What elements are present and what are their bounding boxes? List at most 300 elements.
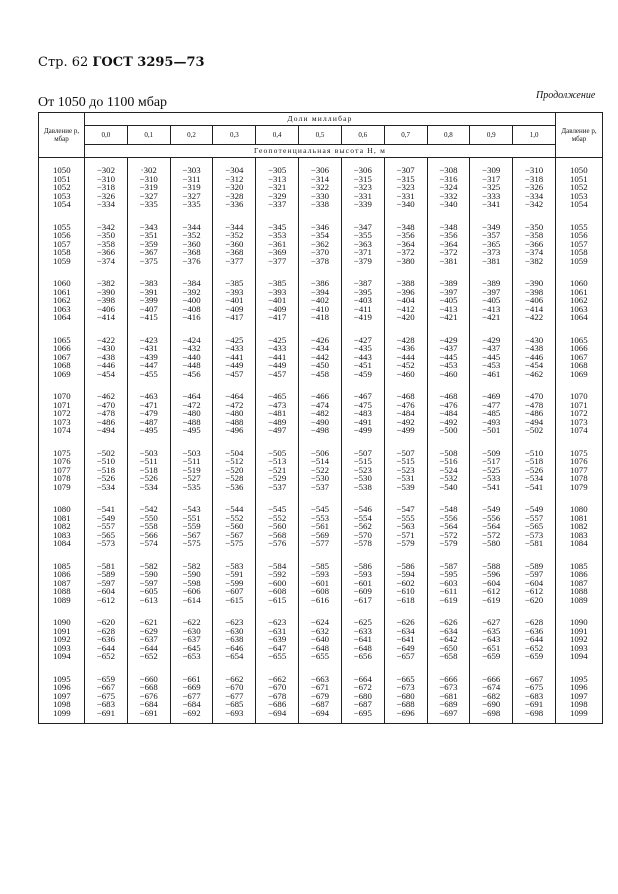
height-cell [85, 384, 128, 441]
height-value: −626 [396, 617, 415, 627]
height-value: −579 [396, 538, 415, 548]
height-value: −659 [524, 651, 544, 661]
height-cell [513, 497, 556, 554]
pressure-value: 1052 [570, 182, 588, 192]
height-value: −315 [396, 173, 415, 184]
height-value: −438 [524, 343, 544, 353]
height-cell [213, 610, 256, 667]
height-value: −317 [482, 173, 501, 184]
height-cell [170, 158, 213, 215]
height-value: −604 [96, 586, 115, 596]
height-value: −485 [482, 408, 501, 418]
height-value: −383 [139, 278, 158, 288]
height-value: −457 [225, 368, 244, 379]
height-value: −405 [482, 295, 501, 305]
height-cell [427, 667, 470, 724]
height-cell [256, 667, 299, 724]
height-value: −360 [182, 238, 201, 249]
height-cell [513, 271, 556, 328]
height-cell [127, 610, 170, 667]
column-header-row [39, 126, 603, 145]
height-value: −648 [310, 642, 330, 653]
height-value: −686 [268, 699, 287, 709]
height-value: −510 [96, 456, 115, 466]
height-value: −468 [439, 391, 458, 401]
height-cell [256, 497, 299, 554]
height-value: −348 [396, 221, 415, 232]
height-value: −520 [225, 464, 244, 475]
pressure-value: 1097 [53, 690, 71, 701]
height-cell [256, 384, 299, 441]
height-value: −382 [524, 255, 544, 266]
height-value: −644 [524, 634, 544, 644]
height-cell [127, 328, 170, 385]
pressure-value: 1085 [53, 560, 71, 571]
pressure-value: 1097 [570, 690, 588, 701]
height-value: −449 [268, 360, 287, 370]
pressure-cell-left [39, 215, 85, 272]
height-value: −330 [310, 190, 330, 201]
height-value: −636 [524, 625, 544, 636]
height-value: −630 [225, 625, 244, 636]
height-value: −543 [182, 504, 201, 514]
height-value: −698 [482, 707, 501, 718]
height-cell [513, 610, 556, 667]
height-value: −356 [396, 230, 415, 240]
height-cell [85, 554, 128, 611]
height-value: −679 [310, 690, 330, 701]
height-value: −691 [524, 699, 544, 709]
height-cell [213, 384, 256, 441]
height-value: −429 [482, 334, 501, 345]
height-value: −374 [524, 247, 544, 257]
pressure-value: 1054 [53, 199, 71, 209]
height-value: −393 [268, 286, 287, 297]
pressure-cell-right [556, 215, 603, 272]
height-value: −695 [353, 707, 372, 718]
height-cell [127, 271, 170, 328]
pressure-value: 1058 [53, 247, 71, 257]
height-value: −666 [439, 673, 458, 684]
height-value: −370 [310, 247, 330, 257]
height-value: −683 [96, 699, 115, 709]
height-value: −449 [225, 360, 244, 370]
height-value: −486 [96, 416, 115, 427]
pressure-value: 1069 [570, 368, 588, 379]
height-value: −518 [139, 464, 158, 475]
height-value: −472 [225, 399, 244, 410]
height-value: −552 [268, 512, 287, 523]
pressure-value: 1068 [53, 360, 71, 370]
height-value: −482 [310, 408, 330, 418]
height-value: −448 [182, 360, 201, 370]
height-value: −335 [182, 199, 201, 209]
height-value: −401 [268, 295, 287, 305]
table-row [39, 667, 603, 724]
height-cell [384, 610, 427, 667]
height-value: −351 [139, 230, 158, 240]
height-cell [127, 384, 170, 441]
height-value: −534 [139, 481, 158, 492]
height-value: −667 [524, 673, 544, 684]
height-value: −488 [225, 416, 244, 427]
height-cell [256, 158, 299, 215]
height-cell [470, 271, 513, 328]
height-value: −672 [353, 682, 372, 692]
height-value: −436 [396, 343, 415, 353]
height-value: −616 [310, 594, 330, 605]
height-value: −380 [396, 255, 415, 266]
height-value: −335 [139, 199, 158, 209]
pressure-value: 1089 [53, 594, 71, 605]
height-value: −549 [482, 504, 501, 514]
pressure-value: 1091 [570, 625, 588, 636]
height-value: −309 [482, 165, 501, 175]
height-value: −326 [524, 182, 544, 192]
pressure-cell-right [556, 384, 603, 441]
height-value: −652 [524, 642, 544, 653]
height-value: −340 [439, 199, 458, 209]
pressure-value: 1052 [53, 182, 71, 192]
height-value: −617 [353, 594, 372, 605]
pressure-value: 1072 [570, 408, 588, 418]
pressure-value: 1050 [570, 165, 588, 175]
height-cell [299, 215, 342, 272]
height-value: −533 [482, 473, 501, 483]
height-value: −602 [396, 577, 415, 588]
pressure-cell-left [39, 554, 85, 611]
height-value: −417 [225, 312, 244, 322]
height-value: −394 [310, 286, 330, 297]
height-value: −562 [353, 521, 372, 531]
pressure-value: 1095 [570, 673, 588, 684]
height-value: −630 [182, 625, 201, 636]
height-value: −446 [524, 351, 544, 362]
height-value: −594 [396, 569, 415, 579]
pressure-value: 1096 [53, 682, 71, 692]
height-value: −444 [396, 351, 415, 362]
height-value: −647 [268, 642, 287, 653]
height-value: −345 [268, 221, 287, 232]
height-value: −673 [396, 682, 415, 692]
height-value: −667 [96, 682, 115, 692]
height-value: −539 [396, 481, 415, 492]
height-value: −642 [439, 634, 458, 644]
height-cell [341, 215, 384, 272]
height-cell [170, 667, 213, 724]
height-value: −652 [96, 651, 115, 661]
height-value: −544 [225, 504, 244, 514]
pressure-value: 1078 [53, 473, 71, 483]
height-value: −610 [396, 586, 415, 596]
column-header: 0,5 [299, 126, 342, 145]
pressure-value: 1087 [570, 577, 588, 588]
height-value: −622 [182, 617, 201, 627]
height-value: −461 [482, 368, 501, 379]
pressure-value: 1056 [53, 230, 71, 240]
pressure-cell-right [556, 610, 603, 667]
data-table [38, 112, 603, 872]
height-value: −555 [396, 512, 415, 523]
height-value: −550 [139, 512, 158, 523]
height-cell [85, 158, 128, 215]
height-value: −542 [139, 504, 158, 514]
height-value: −338 [310, 199, 330, 209]
pressure-value: 1051 [570, 173, 588, 184]
pressure-value: 1074 [570, 425, 588, 435]
height-cell [213, 271, 256, 328]
height-value: −377 [225, 255, 244, 266]
height-value: −559 [182, 521, 201, 531]
height-value: −590 [182, 569, 201, 579]
height-value: −310 [96, 173, 115, 184]
height-value: −530 [310, 473, 330, 483]
pressure-value: 1076 [53, 456, 71, 466]
height-value: −641 [396, 634, 415, 644]
height-value: −369 [268, 247, 287, 257]
height-value: −636 [96, 634, 115, 644]
height-value: −402 [310, 295, 330, 305]
height-value: −329 [268, 190, 287, 201]
height-value: −342 [524, 199, 544, 209]
height-value: −425 [225, 334, 244, 345]
height-value: −560 [268, 521, 287, 531]
pressure-value: 1088 [53, 586, 71, 596]
height-value: −430 [96, 343, 115, 353]
height-value: −518 [96, 464, 115, 475]
height-value: −419 [353, 312, 372, 322]
height-value: −405 [439, 295, 458, 305]
height-value: −574 [139, 538, 158, 548]
height-cell [127, 215, 170, 272]
height-value: −463 [139, 391, 158, 401]
height-value: −408 [182, 303, 201, 314]
height-value: −583 [225, 560, 244, 571]
height-cell [470, 215, 513, 272]
height-value: −328 [225, 190, 244, 201]
height-value: −385 [268, 278, 287, 288]
height-value: −523 [396, 464, 415, 475]
height-value: −492 [396, 416, 415, 427]
height-value: −398 [96, 295, 115, 305]
height-value: −499 [396, 425, 415, 435]
height-value: −554 [353, 512, 372, 523]
pressure-value: 1073 [53, 416, 71, 427]
height-value: −648 [353, 642, 372, 653]
height-value: −437 [439, 343, 458, 353]
height-value: −473 [268, 399, 287, 410]
height-value: −601 [353, 577, 372, 588]
height-value: −615 [268, 594, 287, 605]
height-value: −582 [182, 560, 201, 571]
height-value: −341 [482, 199, 501, 209]
height-value: −357 [482, 230, 501, 240]
pressure-value: 1079 [53, 481, 71, 492]
height-value: −687 [310, 699, 330, 709]
pressure-value: 1067 [570, 351, 588, 362]
pressure-value: 1098 [570, 699, 588, 709]
height-value: −587 [439, 560, 458, 571]
height-cell [256, 610, 299, 667]
height-value: −476 [439, 399, 458, 410]
pressure-value: 1065 [570, 334, 588, 345]
height-value: −310 [524, 165, 544, 175]
height-value: −409 [268, 303, 287, 314]
height-cell [384, 271, 427, 328]
height-value: −689 [439, 699, 458, 709]
height-value: −595 [439, 569, 458, 579]
height-value: −454 [96, 368, 115, 379]
height-value: −518 [524, 456, 544, 466]
height-cell [513, 384, 556, 441]
height-value: −491 [353, 416, 372, 427]
height-value: −417 [268, 312, 287, 322]
height-value: −696 [396, 707, 415, 718]
height-value: −471 [139, 399, 158, 410]
height-value: −379 [353, 255, 372, 266]
pressure-value: 1068 [570, 360, 588, 370]
height-value: −634 [396, 625, 415, 636]
height-cell [299, 328, 342, 385]
pressure-value: 1078 [570, 473, 588, 483]
column-header: 0,0 [85, 126, 128, 145]
height-cell [299, 667, 342, 724]
height-value: −409 [225, 303, 244, 314]
pressure-value: 1090 [570, 617, 588, 627]
height-value: −650 [439, 642, 458, 653]
height-value: −510 [524, 447, 544, 458]
height-value: −387 [353, 278, 372, 288]
table-row [39, 158, 603, 215]
height-value: −427 [353, 334, 372, 345]
height-value: −420 [396, 312, 415, 322]
height-value: −450 [310, 360, 330, 370]
height-value: −684 [182, 699, 201, 709]
height-value: −509 [482, 447, 501, 458]
height-value: −565 [96, 529, 115, 540]
continuation-note: Продолжение [536, 90, 596, 101]
height-value: −327 [139, 190, 158, 201]
height-value: −334 [524, 190, 544, 201]
height-cell [299, 271, 342, 328]
height-value: −531 [396, 473, 415, 483]
height-value: −589 [524, 560, 544, 571]
pressure-cell-right [556, 441, 603, 498]
height-value: −631 [268, 625, 287, 636]
height-value: −571 [396, 529, 415, 540]
gost-title: ГОСТ 3295—73 [92, 55, 205, 70]
height-value: −681 [439, 690, 458, 701]
height-cell [213, 554, 256, 611]
height-value: −678 [268, 690, 287, 701]
height-value: −406 [524, 295, 544, 305]
height-value: −577 [310, 538, 330, 548]
height-value: −522 [310, 464, 330, 475]
height-value: −691 [139, 707, 158, 718]
height-cell [127, 441, 170, 498]
pressure-value: 1092 [570, 634, 588, 644]
height-value: −545 [310, 504, 330, 514]
pressure-value: 1083 [570, 529, 588, 540]
column-header: 0,3 [213, 126, 256, 145]
height-value: −529 [268, 473, 287, 483]
height-value: −680 [396, 690, 415, 701]
table-row [39, 215, 603, 272]
height-value: −399 [139, 295, 158, 305]
table-row [39, 328, 603, 385]
height-value: −318 [96, 182, 115, 192]
height-value: −319 [139, 182, 158, 192]
height-value: −535 [182, 481, 201, 492]
height-value: −506 [310, 447, 330, 458]
height-value: −607 [225, 586, 244, 596]
height-value: −581 [96, 560, 115, 571]
height-value: −644 [139, 642, 158, 653]
height-value: −381 [482, 255, 501, 266]
pressure-value: 1059 [570, 255, 588, 266]
height-value: −657 [396, 651, 415, 661]
height-cell [170, 497, 213, 554]
height-cell [299, 384, 342, 441]
height-value: −683 [524, 690, 544, 701]
height-value: −511 [182, 456, 201, 466]
height-value: −547 [396, 504, 415, 514]
column-header: 0,1 [127, 126, 170, 145]
pressure-value: 1061 [53, 286, 71, 297]
height-value: −484 [396, 408, 415, 418]
height-value: −612 [482, 586, 501, 596]
pressure-cell-right [556, 667, 603, 724]
height-value: −389 [439, 278, 458, 288]
height-cell [470, 667, 513, 724]
height-value: −421 [439, 312, 458, 322]
pressure-cell-left [39, 271, 85, 328]
pressure-value: 1089 [570, 594, 588, 605]
height-value: −604 [524, 577, 544, 588]
height-value: −390 [524, 278, 544, 288]
height-value: −556 [439, 512, 458, 523]
pressure-value: 1080 [570, 504, 588, 514]
height-value: −462 [524, 368, 544, 379]
height-cell [170, 328, 213, 385]
height-value: −451 [353, 360, 372, 370]
height-cell [384, 441, 427, 498]
pressure-value: 1082 [570, 521, 588, 531]
height-value: −618 [396, 594, 415, 605]
height-value: −597 [96, 577, 115, 588]
height-value: −597 [139, 577, 158, 588]
height-value: −605 [139, 586, 158, 596]
height-value: −441 [225, 351, 244, 362]
height-value: −526 [96, 473, 115, 483]
height-value: −588 [482, 560, 501, 571]
height-value: −680 [353, 690, 372, 701]
height-value: −434 [310, 343, 330, 353]
height-value: −410 [310, 303, 330, 314]
height-cell [513, 158, 556, 215]
height-value: −484 [439, 408, 458, 418]
height-value: −644 [96, 642, 115, 653]
height-value: −326 [96, 190, 115, 201]
height-value: −429 [439, 334, 458, 345]
pressure-value: 1051 [53, 173, 71, 184]
height-value: −487 [139, 416, 158, 427]
height-value: −361 [268, 238, 287, 249]
height-cell [470, 328, 513, 385]
pressure-value: 1090 [53, 617, 71, 627]
height-value: −313 [268, 173, 287, 184]
height-value: −460 [439, 368, 458, 379]
